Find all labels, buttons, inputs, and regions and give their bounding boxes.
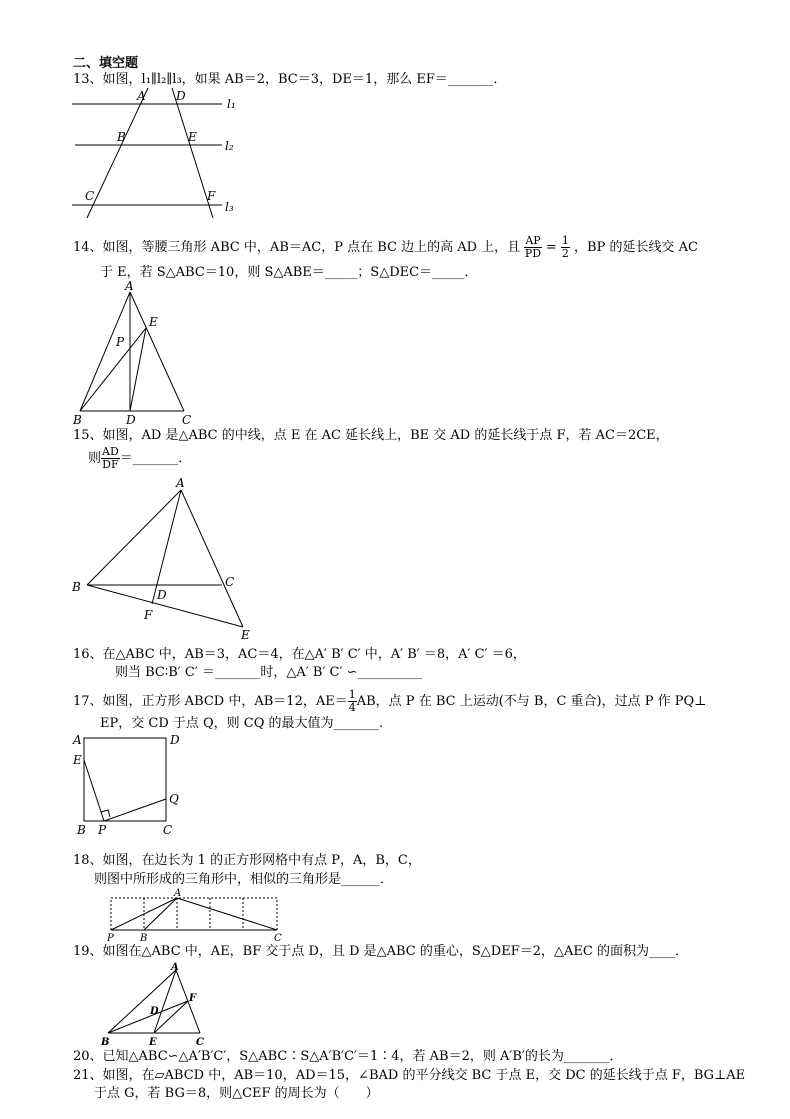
q14-label-C: C	[182, 413, 192, 427]
q17-label-B: B	[77, 823, 86, 837]
q21-text-line2: 于点 G，若 BG＝8，则△CEF 的周长为（ ）	[94, 1086, 379, 1101]
q18-label-B: B	[140, 933, 148, 944]
q18-text-line2: 则图中所形成的三角形中，相似的三角形是______．	[94, 872, 394, 887]
q13-text: 13、如图，l₁∥l₂∥l₃，如果 AB＝2，BC＝3，DE＝1，那么 EF＝_______．	[73, 72, 507, 87]
q19-label-C: C	[196, 1037, 204, 1048]
q15-text-post: ＝_______．	[119, 451, 192, 466]
q19-label-F: F	[189, 993, 197, 1004]
q13-label-B: B	[117, 130, 126, 144]
q14-label-P: P	[116, 335, 125, 349]
q13-label-D: D	[176, 89, 186, 103]
q14-text-a: 14、如图，等腰三角形 ABC 中，AB＝AC，P 点在 BC 边上的高 AD 上，且	[73, 240, 521, 255]
q14-frac2-num: 1	[561, 234, 569, 247]
q15-label-F: F	[144, 608, 153, 622]
q20-text: 20、已知△ABC∽△A′B′C′，S△ABC∶S△A′B′C′＝1∶4，若 AB＝2，则 A′B′的长为_______．	[73, 1049, 623, 1064]
q15-text-pre: 则	[88, 451, 102, 466]
q16-text-line1: 16、在△ABC 中，AB＝3，AC＝4，在△A′ B′ C′ 中，A′ B′ ＝8，A′ C′ ＝6，	[73, 647, 526, 662]
q14-eq: =	[545, 240, 557, 255]
q17-label-A: A	[73, 733, 82, 747]
q18-label-P: P	[107, 933, 114, 944]
q17-text-post: AB，点 P 在 BC 上运动(不与 B，C 重合)，过点 P 作 PQ⊥	[356, 694, 707, 709]
q14-frac-den: PD	[524, 247, 542, 260]
q17-text-pre: 17、如图，正方形 ABCD 中，AB＝12，AE＝	[73, 694, 348, 709]
q14-text-b: ，BP 的延长线交 AC	[574, 240, 698, 255]
q14-text-line2: 于 E，若 S△ABC＝10，则 S△ABE＝_____；S△DEC＝_____．	[100, 265, 478, 280]
q13-label-C: C	[85, 189, 95, 203]
section-title: 二、填空题	[73, 56, 139, 71]
q15-label-C: C	[225, 575, 235, 589]
q18-label-A: A	[174, 888, 182, 899]
q13-label-l3: l₃	[225, 200, 234, 214]
q17-label-C: C	[163, 823, 173, 837]
q17-label-Q: Q	[169, 792, 179, 806]
q19-text: 19、如图在△ABC 中，AE，BF 交于点 D，且 D 是△ABC 的重心，S△DEF＝2，△AEC 的面积为____．	[73, 944, 688, 959]
q13-label-l2: l₂	[225, 139, 234, 153]
q15-label-B: B	[72, 580, 81, 594]
q15-label-E: E	[241, 628, 250, 642]
q19-label-D: D	[150, 1006, 159, 1017]
q19-label-A: A	[171, 962, 179, 973]
q14-label-E: E	[149, 315, 158, 329]
q14-label-B: B	[73, 413, 82, 427]
q19-label-B: B	[101, 1037, 110, 1048]
q18-text-line1: 18、如图，在边长为 1 的正方形网格中有点 P，A，B，C，	[73, 853, 421, 868]
q15-label-D: D	[157, 588, 167, 602]
q13-label-A: A	[137, 89, 146, 103]
q15-frac-den: DF	[102, 458, 119, 471]
q17-text-line2: EP，交 CD 于点 Q，则 CQ 的最大值为_______.	[100, 716, 384, 731]
q21-text-line1: 21、如图，在▱ABCD 中，AB＝10，AD＝15，∠BAD 的平分线交 BC 于点 E，交 DC 的延长线于点 F，BG⊥AE	[73, 1068, 746, 1083]
q13-label-l1: l₁	[227, 97, 236, 111]
q15-frac-num: AD	[102, 445, 119, 458]
q14-frac-num: AP	[525, 234, 541, 247]
q13-label-E: E	[188, 130, 197, 144]
q16-text-line2: 则当 BC∶B′ C′ ＝_______时，△A′ B′ C′ ∽__________	[115, 665, 423, 680]
q18-label-C: C	[274, 933, 282, 944]
q17-label-E: E	[73, 753, 82, 767]
q15-label-A: A	[176, 476, 185, 490]
q17-label-D: D	[170, 733, 180, 747]
q13-label-F: F	[207, 189, 216, 203]
q17-frac-num: 1	[348, 688, 356, 701]
q19-label-E: E	[149, 1037, 157, 1048]
q14-frac2-den: 2	[561, 247, 569, 260]
q17-label-P: P	[98, 823, 107, 837]
q15-text-line1: 15、如图，AD 是△ABC 的中线，点 E 在 AC 延长线上，BE 交 AD 的延长线于点 F，若 AC＝2CE，	[73, 428, 669, 443]
q14-label-D: D	[126, 413, 136, 427]
q14-label-A: A	[125, 279, 134, 293]
q17-frac-den: 4	[348, 701, 356, 714]
